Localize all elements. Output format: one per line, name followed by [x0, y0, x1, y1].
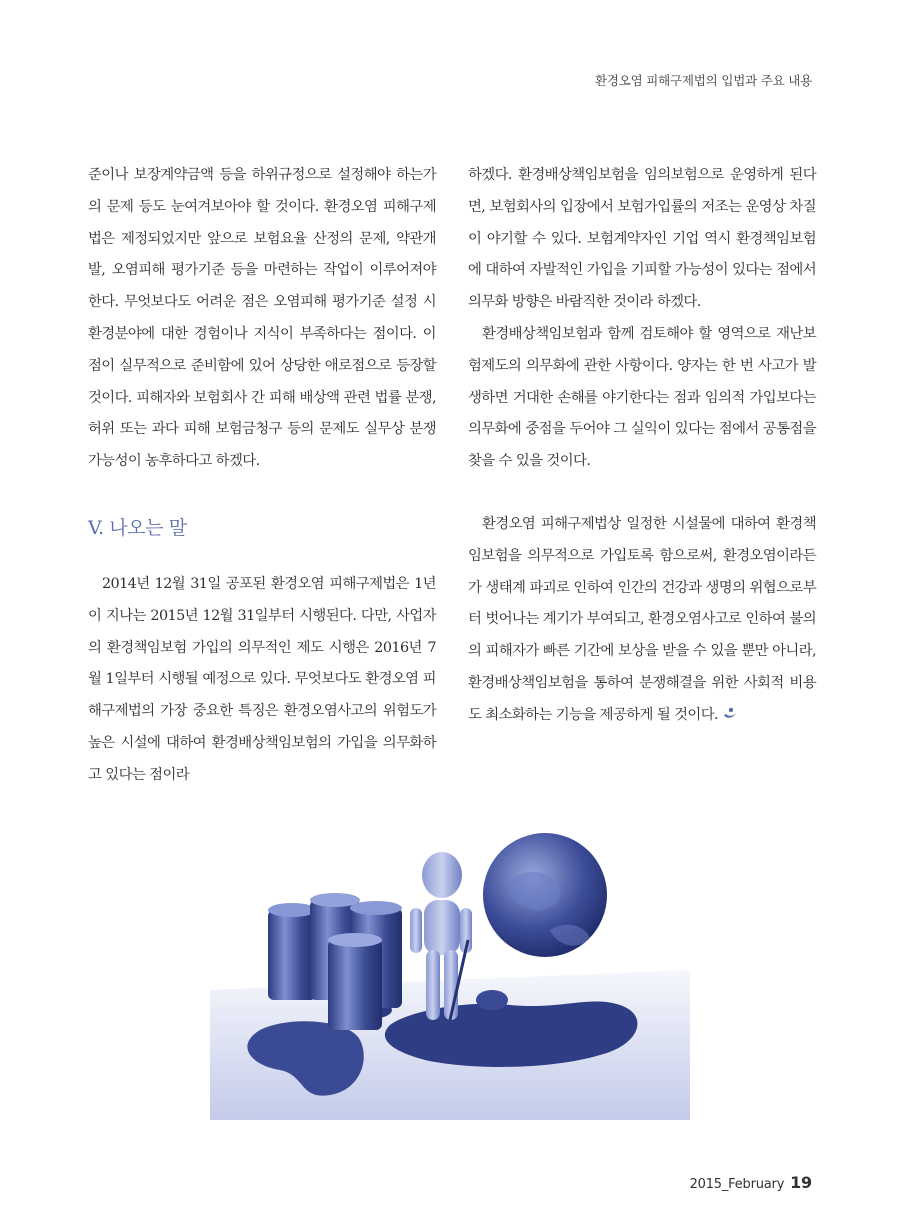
body-paragraph: 2014년 12월 31일 공포된 환경오염 피해구제법은 1년이 지나는 2015년 12월 31일부터 시행된다. 다만, 사업자의 환경책임보험 가입의 의무적인 제도 시행은 2016년 7월 1일부터 시행될 예정으로 있다. 무엇보다도 환경오염 피해구제법의 가장 중요한 특징은 환경오염사고의 위험도가 높은 시설에 대하여 환경배상책임보험의 가입을 의무화하고 있다는 점이라: [88, 575, 436, 783]
body-paragraph: 하겠다. 환경배상책임보험을 임의보험으로 운영하게 된다면, 보험회사의 입장에서 보험가입률의 저조는 운영상 차질이 야기할 수 있다. 보험계약자인 기업 역시 환경책임보험에 대하여 자발적인 가입을 기피할 가능성이 있다는 점에서 의무화 방향은 바람직한 것이라 하겠다.: [468, 167, 816, 311]
oil-spill-illustration: [210, 820, 690, 1120]
running-header: 환경오염 피해구제법의 입법과 주요 내용: [595, 73, 812, 88]
body-paragraph: [468, 509, 816, 732]
closing-paragraph-text: 환경오염 피해구제법상 일정한 시설물에 대하여 환경책임보험을 의무적으로 가입토록 함으로써, 환경오염이라든가 생태계 파괴로 인하여 인간의 건강과 생명의 위협으로부터 벗어나는 계기가 부여되고, 환경오염사고로 인하여 불의의 피해자가 빠른 기간에 보상을 받을 수 있을 뿐만 아니라, 환경배상책임보험을 통하여 분쟁해결을 위한 사회적 비용도 최소화하는 기능을 제공하게 될 것이다.: [468, 515, 816, 723]
right-column: [468, 160, 816, 732]
left-column: [88, 160, 436, 792]
end-mark-icon: [722, 706, 738, 720]
oil-barrel-icon: [268, 903, 316, 1000]
oil-barrel-icon: [328, 933, 382, 1030]
issue-label: 2015_February: [689, 1177, 785, 1192]
page-footer: [690, 1173, 812, 1192]
section-heading: V. 나오는 말: [88, 516, 187, 539]
small-can: [476, 990, 508, 1010]
page-number: 19: [790, 1173, 812, 1192]
body-paragraph: 준이나 보장계약금액 등을 하위규정으로 설정해야 하는가의 문제 등도 눈여겨보아야 할 것이다. 환경오염 피해구제법은 제정되었지만 앞으로 보험요율 산정의 문제, 약관개발, 오염피해 평가기준 등을 마련하는 작업이 이루어져야 한다. 무엇보다도 어려운 점은 오염피해 평가기준 설정 시 환경분야에 대한 경험이나 지식이 부족하다는 점이다. 이 점이 실무적으로 준비함에 있어 상당한 애로점으로 등장할 것이다. 피해자와 보험회사 간 피해 배상액 관련 법률 분쟁, 허위 또는 과다 피해 보험금청구 등의 문제도 실무상 분쟁가능성이 농후하다고 하겠다.: [88, 167, 436, 470]
body-paragraph: 환경배상책임보험과 함께 검토해야 할 영역으로 재난보험제도의 의무화에 관한 사항이다. 양자는 한 번 사고가 발생하면 거대한 손해를 야기한다는 점과 임의적 가입보다는 의무화에 중점을 두어야 그 실익이 있다는 점에서 공통점을 찾을 수 있을 것이다.: [468, 325, 816, 470]
